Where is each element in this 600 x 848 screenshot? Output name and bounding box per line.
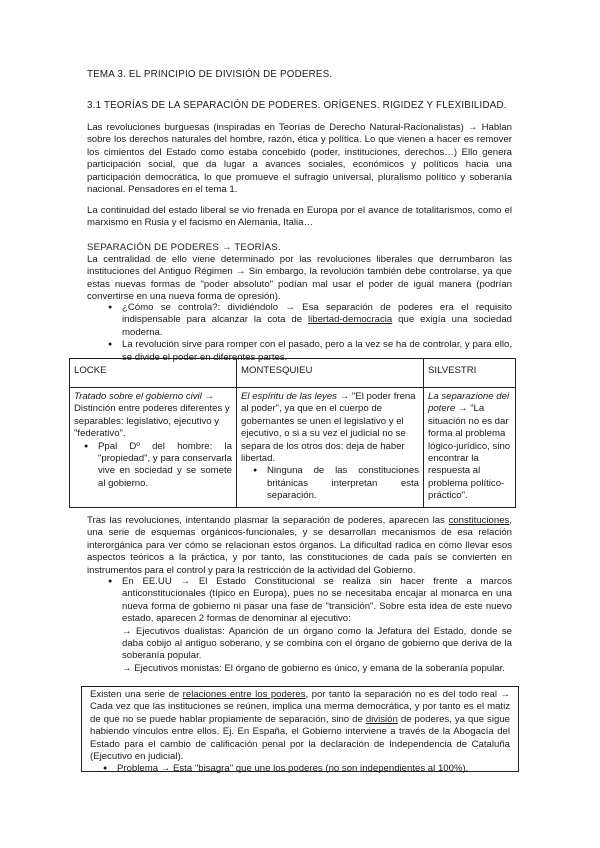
callout-text-part: Existen una serie de bbox=[90, 689, 183, 700]
callout-text-part: de poderes, ya que sigue habiendo vínculos entre ellos. Ej. En España, el Gobierno interviene a través de la Abogacía del Estado para el cambio de calificación penal por la declaración de Independencia de Cataluña (Ejecutivo en judicial). bbox=[90, 713, 510, 763]
ejecutivos-monistas: → Ejecutivos monistas: El órgano de gobierno es único, y emana de la soberanía popular. bbox=[122, 662, 505, 674]
bullet-item: ● Ppal Dº del hombre: la "propiedad", y para conservarla vive en sociedad y se somete al gobierno. bbox=[84, 441, 232, 491]
bullet-item: ● Ninguna de las constituciones británicas interpretan esta separación. bbox=[253, 465, 419, 502]
header-locke: LOCKE bbox=[70, 359, 237, 388]
bullet-text: ¿Cómo se controla?: dividiéndolo → Esa separación de poderes era el requisito indispensable para alcanzar la cota de bbox=[122, 302, 512, 326]
underlined-term: constituciones bbox=[448, 515, 510, 526]
cell-silvestri bbox=[424, 388, 516, 508]
subheading-separacion: SEPARACIÓN DE PODERES → TEORÍAS. bbox=[87, 242, 281, 253]
bullet-item bbox=[108, 576, 512, 675]
cell-locke bbox=[70, 388, 237, 508]
table-row bbox=[70, 388, 516, 508]
bullet-item: ● Problema → Esta "bisagra" que une los poderes (no son independientes al 100%). bbox=[103, 763, 510, 775]
table-header-row bbox=[70, 359, 516, 388]
paragraph-text: Tras las revoluciones, intentando plasmar la separación de poderes, aparecen las bbox=[87, 515, 449, 526]
callout-text-part: , por tanto la separación no es del todo real → Cada vez que las instituciones se reúnen, implica una merma democrática, y por tanto es el matiz de que no se puede hablar propiamente de separación, sino de bbox=[90, 689, 510, 725]
paragraph-revoluciones: Las revoluciones burguesas (inspiradas en Teorías de Derecho Natural-Racionalistas) → Hablan sobre los derechos naturales del hombre, razón, ética y política. Lo que vienen a hacer es remover los cimientos del Estado como estaba concebido (poder, instituciones, derechos…) Ello genera participación social, que da lugar a avances sociales, económicos y políticos hacia una participación democrática, lo que promueve el sufragio universal, pluralismo político y soberanía nacional. Pensadores en el tema 1. bbox=[87, 122, 512, 196]
paragraph-text: , una serie de esquemas orgánicos-funcionales, y se desarrollan mecanismos de esa relación interorgánica para ver cómo se relacionan estos órganos. La dificultad radica en cómo llevar esos aspectos teóricos a la práctica, y por tanto, las constituciones de cada país se convierten en instrumentos para el control y para la restricción de la actividad del Gobierno. bbox=[87, 515, 512, 576]
work-title: El espíritu de las leyes bbox=[241, 391, 337, 402]
cell-montesquieu bbox=[237, 388, 424, 508]
underlined-term: relaciones entre los poderes bbox=[182, 689, 306, 700]
work-title: La separazione dei potere bbox=[428, 391, 510, 415]
ejecutivos-dualistas: → Ejecutivos dualistas: Aparición de un órgano como la Jefatura del Estado, donde se daba cobijo al antiguo soberano, y se combina con el órgano de gobierno que deriva de la soberanía popular. bbox=[122, 625, 512, 662]
work-title: Tratado sobre el gobierno civil bbox=[74, 391, 202, 402]
cell-text: → "La situación no es dar forma al problema lógico-jurídico, sino encontrar la respuesta al problema político-práctico". bbox=[428, 403, 511, 502]
cell-text: → "El poder frena al poder", ya que en el cuerpo de gobernantes se unen el legislativo y el ejecutivo, o si a su vez el judicial no se separa de los otros dos: deja de haber libertad. bbox=[241, 391, 416, 465]
theories-table bbox=[69, 358, 516, 508]
cell-text: → Distinción entre poderes diferentes y separables: legislativo, ejecutivo y "federativo". bbox=[74, 391, 230, 440]
header-silvestri: SILVESTRI bbox=[424, 359, 516, 388]
underlined-term: libertad-democracia bbox=[308, 314, 393, 326]
paragraph-constituciones bbox=[87, 515, 512, 577]
bullet-list-control bbox=[108, 302, 512, 364]
section-heading: 3.1 TEORÍAS DE LA SEPARACIÓN DE PODERES. ORÍGENES. RIGIDEZ Y FLEXIBILIDAD. bbox=[87, 100, 507, 111]
header-montesquieu: MONTESQUIEU bbox=[237, 359, 424, 388]
bullet-text: que exigía una sociedad moderna. bbox=[122, 314, 512, 338]
callout-box bbox=[81, 686, 519, 775]
bullet-text: ● En EE.UU → El Estado Constitucional se realiza sin hacer frente a marcos anticonstitucionales (típico en Europa), pues no se necesitaba encajar al monarca en una nueva forma de gobierno ni pasar una fase de "transición". Sobre esta idea de este nuevo estado, aparecen 2 formas de denominar al ejecutivo: bbox=[122, 576, 512, 625]
paragraph-estado-liberal: La continuidad del estado liberal se vio frenada en Europa por el avance de totalitarismos, como el marxismo en Rusia y el facismo en Alemania, Italia… bbox=[87, 205, 512, 229]
bullet-item bbox=[108, 302, 512, 339]
callout-text bbox=[90, 689, 510, 776]
underlined-term: división bbox=[365, 713, 398, 725]
paragraph-centralidad: La centralidad de ello viene determinado por las revoluciones liberales que derrumbaron las instituciones del Antiguo Régimen → Sin embargo, la revolución también debe controlarse, ya que estas nuevas formas de "poder absoluto" podían mal usar el poder de igual manera (podrían convertirse en una nueva forma de opresión). bbox=[87, 254, 512, 303]
page-title: TEMA 3. EL PRINCIPIO DE DIVISIÓN DE PODERES. bbox=[87, 69, 333, 80]
bullet-item: ● La revolución sirve para romper con el pasado, pero a la vez se ha de controlar, y para ello, se divide el poder en diferentes partes. bbox=[108, 339, 512, 364]
bullet-list-eeuu bbox=[108, 576, 512, 675]
